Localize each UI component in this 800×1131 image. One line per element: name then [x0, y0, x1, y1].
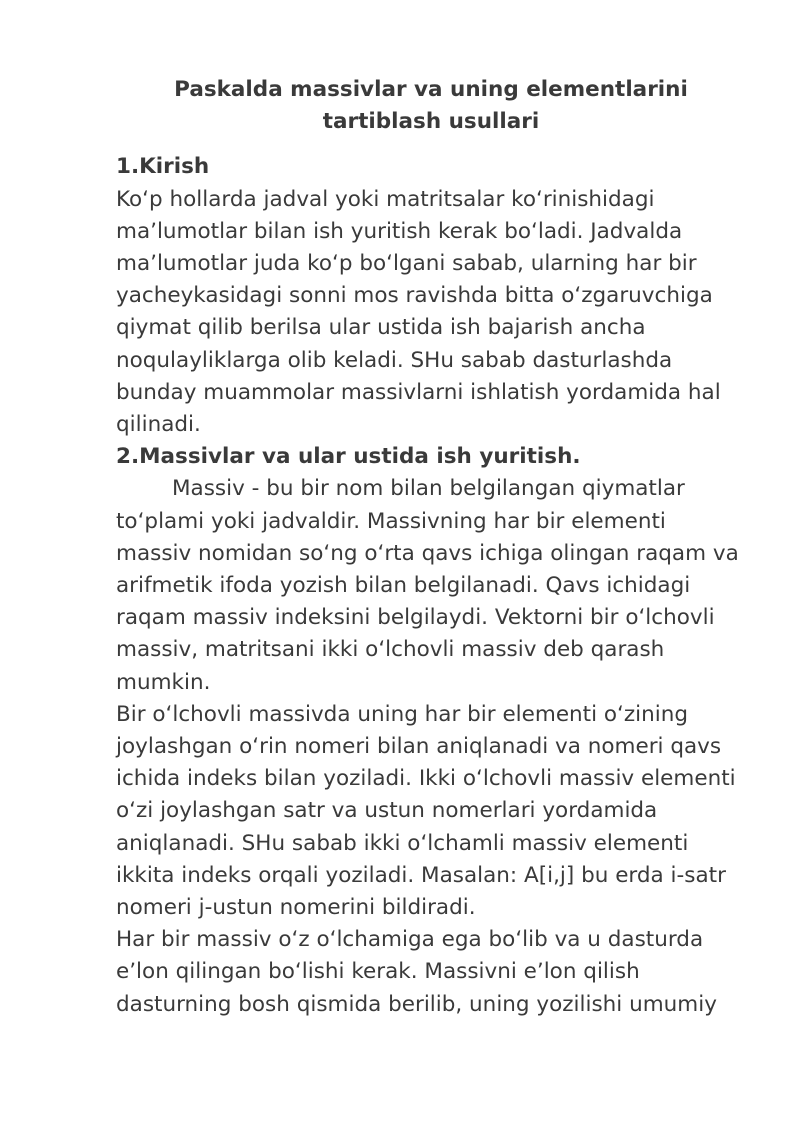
document-page — [116, 74, 746, 1021]
document-title: Paskalda massivlar va uning elementlarini tartiblash usullari — [174, 77, 688, 135]
section-introduction — [116, 151, 746, 441]
section-arrays — [116, 441, 746, 1021]
paragraph: Koʻp hollarda jadval yoki matritsalar koʻrinishidagi maʼlumotlar bilan ish yuritish kerak boʻladi. Jadvalda maʼlumotlar juda koʻp boʻlgani sabab, ularning har bir yacheykasidagi sonni mos ravishda bitta oʻzgaruvchiga qiymat qilib berilsa ular ustida ish bajarish ancha noqulayliklarga olib keladi. SHu sabab dasturlashda bunday muammolar massivlarni ishlatish yordamida hal qilinadi. — [116, 186, 721, 438]
paragraph: Massiv - bu bir nom bilan belgilangan qiymatlar toʻplami yoki jadvaldir. Massivning har bir elementi massiv nomidan soʻng oʻrta qavs ichiga olingan raqam va arifmetik ifoda yozish bilan belgilanadi. Qavs ichidagi raqam massiv indeksini belgilaydi. Vektorni bir oʻlchovli massiv, matritsani ikki oʻlchovli massiv deb qarash mumkin. — [116, 476, 739, 695]
paragraph: Bir oʻlchovli massivda uning har bir elementi oʻzining joylashgan oʻrin nomeri bilan aniqlanadi va nomeri qavs ichida indeks bilan yoziladi. Ikki oʻlchovli massiv elementi oʻzi joylashgan satr va ustun nomerlari yordamida aniqlanadi. SHu sabab ikki oʻlchamli massiv elementi ikkita indeks orqali yoziladi. Masalan: A[i,j] bu erda i-satr nomeri j-ustun nomerini bildiradi. — [116, 701, 736, 921]
paragraph: Har bir massiv oʻz oʻlchamiga ega boʻlib va u dasturda eʼlon qilingan boʻlishi kerak. Massivni eʼlon qilish dasturning bosh qismida berilib, uning yozilishi umumiy — [116, 927, 717, 1017]
section-heading: 2.Massivlar va ular ustida ish yuritish. — [116, 444, 581, 470]
section-heading: 1.Kirish — [116, 154, 210, 180]
